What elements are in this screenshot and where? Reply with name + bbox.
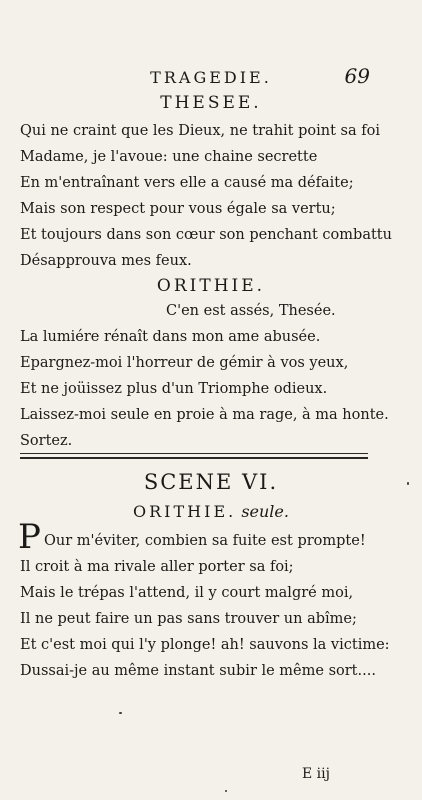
verse-line: Et ne joüissez plus d'un Triomphe odieux.: [20, 381, 328, 397]
speaker-orithie: ORITHIE.: [156, 276, 266, 296]
verse-line: Désapprouva mes feux.: [20, 253, 192, 269]
verse-line: Mais son respect pour vous égale sa vertu;: [20, 201, 336, 217]
verse-line: Epargnez-moi l'horreur de gémir à vos yeux,: [20, 355, 349, 371]
verse-line: Madame, je l'avoue: une chaine secrette: [20, 149, 318, 165]
verse-line: Et toujours dans son cœur son penchant combattu: [20, 227, 392, 243]
drop-cap: P: [18, 517, 41, 557]
verse-line: Et c'est moi qui l'y plonge! ah! sauvons la victime:: [20, 637, 390, 653]
verse-line: En m'entraînant vers elle a causé ma défaite;: [20, 175, 354, 191]
scene-speaker-line: [0, 502, 422, 521]
running-head: TRAGEDIE.: [150, 68, 272, 87]
verse-line: Laissez-moi seule en proie à ma rage, à ma honte.: [20, 407, 389, 423]
verse-line: Il ne peut faire un pas sans trouver un abîme;: [20, 611, 357, 627]
verse-line: Mais le trépas l'attend, il y court malgré moi,: [20, 585, 354, 601]
speaker-thesee: THESEE.: [160, 93, 262, 113]
signature-mark: E iij: [302, 766, 330, 782]
scene-divider-thick: [20, 457, 368, 459]
verse-line: C'en est assés, Thesée.: [166, 303, 336, 319]
speaker-orithie: ORITHIE.: [133, 502, 237, 521]
ink-speck: [119, 712, 122, 714]
ink-speck: [407, 482, 409, 485]
page-number: 69: [344, 64, 370, 88]
verse-line: Qui ne craint que les Dieux, ne trahit point sa foi: [20, 123, 380, 139]
scene-heading: SCENE VI.: [143, 470, 279, 494]
scene-divider-thin: [20, 453, 368, 454]
verse-line: Il croit à ma rivale aller porter sa foi;: [20, 559, 294, 575]
verse-line: Our m'éviter, combien sa fuite est prompte!: [44, 533, 366, 549]
verse-line: Dussai-je au même instant subir le même sort....: [20, 663, 376, 679]
verse-line: Sortez.: [20, 433, 73, 449]
verse-line: La lumiére rénaît dans mon ame abusée.: [20, 329, 321, 345]
ink-speck: [225, 790, 227, 792]
stage-direction: seule.: [241, 502, 289, 521]
